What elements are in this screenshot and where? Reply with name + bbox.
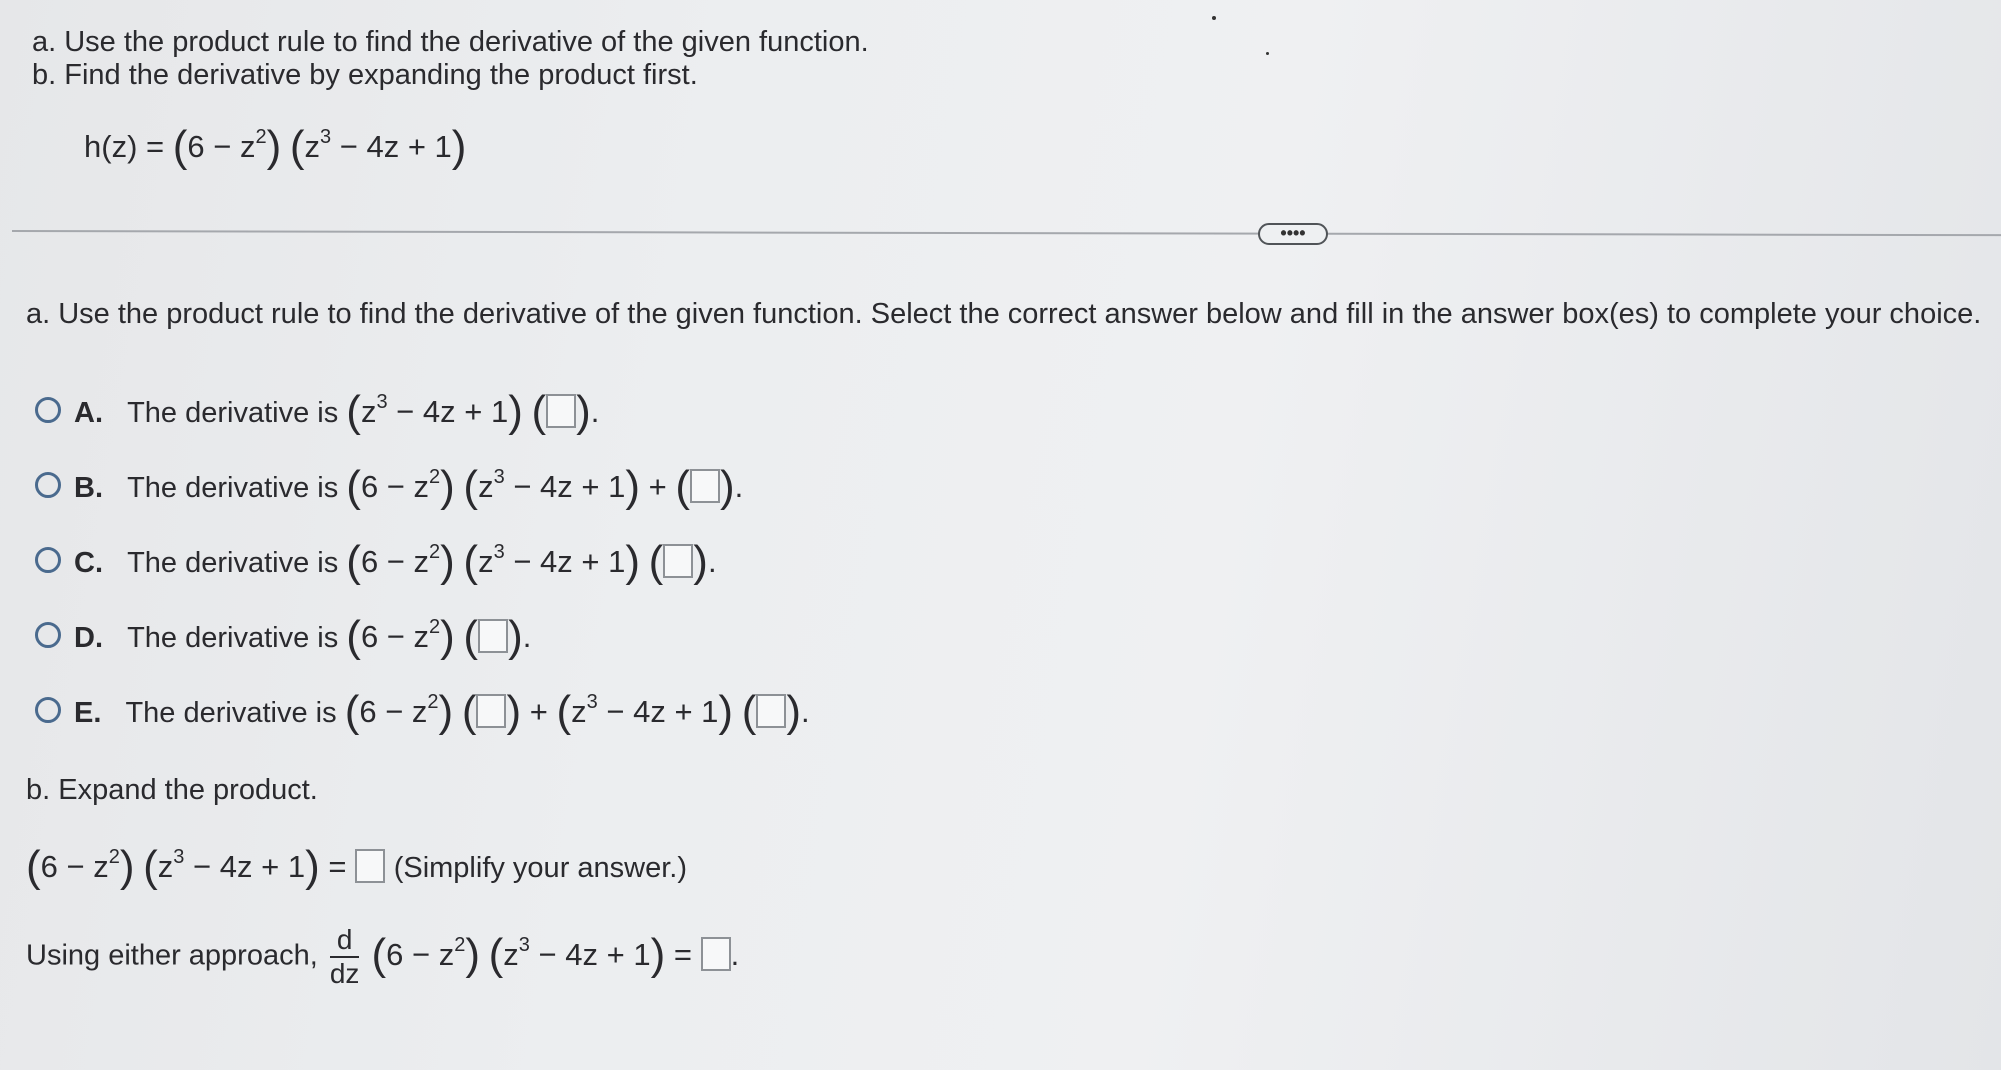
option-d-radio[interactable] <box>35 622 61 648</box>
option-d[interactable]: D. The derivative is $(6 - z^2)$ ( ). <box>74 612 532 661</box>
expanded-answer-box[interactable] <box>355 849 385 883</box>
answer-box[interactable] <box>546 394 576 428</box>
either-approach-line: Using either approach, $\frac{d}{dz}$ $(6 - z^2)$ $(z^3 - 4z + 1)$ = . <box>26 924 740 989</box>
answer-box[interactable] <box>690 469 720 503</box>
answer-box[interactable] <box>478 619 508 653</box>
option-a[interactable]: A. The derivative is $(z^3 - 4z + 1)$ ( ). <box>74 387 600 436</box>
option-a-radio[interactable] <box>35 397 61 423</box>
question-line-a: a. Use the product rule to find the derivative of the given function. <box>32 26 869 58</box>
option-c-radio[interactable] <box>35 547 61 573</box>
option-e[interactable]: E. The derivative is $(6 - z^2)$ ( ) + $(z^3 - 4z + 1)$ ( ). <box>74 687 810 736</box>
screen-speck <box>1212 16 1216 20</box>
more-options-button[interactable]: •••• <box>1258 223 1328 245</box>
answer-box[interactable] <box>476 694 506 728</box>
question-line-b: b. Find the derivative by expanding the product first. <box>32 59 698 91</box>
expand-equation: $(6 - z^2)$ $(z^3 - 4z + 1)$ = (Simplify your answer.) <box>26 842 688 891</box>
factor-2: − 4z + 1 <box>331 129 452 164</box>
option-e-radio[interactable] <box>35 697 61 723</box>
factor-1: 6 − z <box>187 129 256 164</box>
part-a-instruction: a. Use the product rule to find the derivative of the given function. Select the correct answer below and fill in the answer box(es) to complete your choice. <box>26 298 1982 330</box>
section-divider <box>12 230 2001 236</box>
screen-speck <box>1266 52 1269 55</box>
option-c[interactable]: C. The derivative is $(6 - z^2)$ $(z^3 - 4z + 1)$ ( ). <box>74 537 717 586</box>
derivative-operator: $\frac{d}{dz}$ <box>329 924 360 989</box>
answer-box[interactable] <box>756 694 786 728</box>
function-definition: $h(z) = (6 - z^2)$ $(z^3 - 4z + 1)$ <box>84 122 467 171</box>
option-b-radio[interactable] <box>35 472 61 498</box>
part-b-heading: b. Expand the product. <box>26 774 318 806</box>
function-lhs: h(z) = <box>84 129 165 164</box>
simplify-hint: (Simplify your answer.) <box>393 852 688 884</box>
option-b[interactable]: B. The derivative is $(6 - z^2)$ $(z^3 - 4z + 1)$ + ( ). <box>74 462 744 511</box>
answer-box[interactable] <box>663 544 693 578</box>
derivative-answer-box[interactable] <box>701 937 731 971</box>
